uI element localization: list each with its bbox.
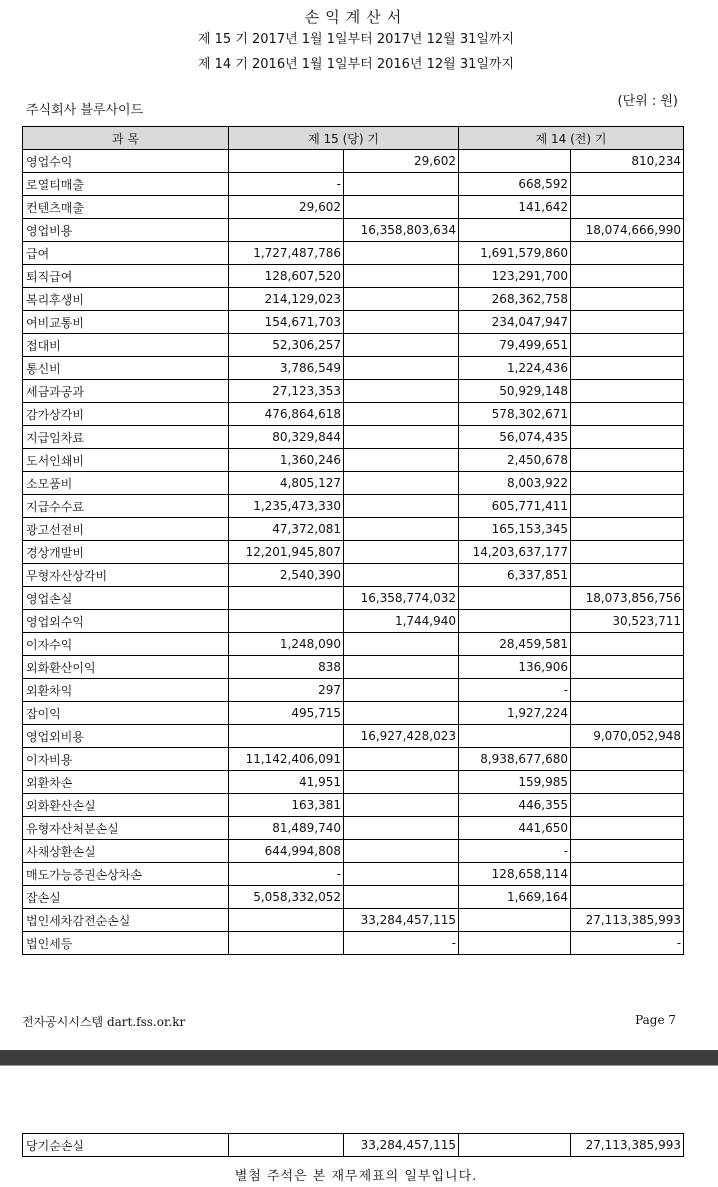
table-row <box>23 610 684 633</box>
current-total <box>344 495 459 518</box>
header-prior-period: 제 14 (전) 기 <box>459 127 684 150</box>
current-total <box>344 288 459 311</box>
prior-detail <box>459 610 571 633</box>
current-detail: 81,489,740 <box>229 817 344 840</box>
prior-detail: 441,650 <box>459 817 571 840</box>
prior-total <box>571 817 684 840</box>
current-total <box>344 265 459 288</box>
current-total: - <box>344 932 459 955</box>
current-total <box>344 794 459 817</box>
table-row <box>23 794 684 817</box>
prior-total <box>571 472 684 495</box>
row-name: 잡손실 <box>23 886 229 909</box>
prior-detail <box>459 725 571 748</box>
prior-detail: 2,450,678 <box>459 449 571 472</box>
current-detail: 297 <box>229 679 344 702</box>
prior-total: 30,523,711 <box>571 610 684 633</box>
current-total <box>344 518 459 541</box>
row-name: 영업외수익 <box>23 610 229 633</box>
current-detail <box>229 150 344 173</box>
current-detail: - <box>229 173 344 196</box>
prior-detail <box>459 909 571 932</box>
current-detail: 476,864,618 <box>229 403 344 426</box>
row-name: 통신비 <box>23 357 229 380</box>
prior-detail: 234,047,947 <box>459 311 571 334</box>
prior-detail <box>459 219 571 242</box>
row-name: 컨텐츠매출 <box>23 196 229 219</box>
current-total <box>344 863 459 886</box>
current-total <box>344 679 459 702</box>
table-row <box>23 771 684 794</box>
prior-total <box>571 748 684 771</box>
row-name: 무형자산상각비 <box>23 564 229 587</box>
current-total <box>344 380 459 403</box>
prior-total <box>571 656 684 679</box>
current-detail: - <box>229 863 344 886</box>
prior-total: 27,113,385,993 <box>571 1134 684 1157</box>
table-row <box>23 748 684 771</box>
current-total <box>344 426 459 449</box>
prior-total <box>571 541 684 564</box>
prior-total: 810,234 <box>571 150 684 173</box>
current-total: 33,284,457,115 <box>344 909 459 932</box>
prior-detail: 1,691,579,860 <box>459 242 571 265</box>
company-name: 주식회사 블루사이드 <box>26 103 144 118</box>
row-name: 로열티매출 <box>23 173 229 196</box>
row-name: 당기순손실 <box>23 1134 229 1157</box>
table-row <box>23 472 684 495</box>
current-total <box>344 817 459 840</box>
current-detail: 495,715 <box>229 702 344 725</box>
current-total: 1,744,940 <box>344 610 459 633</box>
current-detail: 52,306,257 <box>229 334 344 357</box>
current-detail: 27,123,353 <box>229 380 344 403</box>
table-row <box>23 656 684 679</box>
prior-detail: - <box>459 679 571 702</box>
current-total <box>344 403 459 426</box>
row-name: 법인세등 <box>23 932 229 955</box>
row-name: 법인세차감전순손실 <box>23 909 229 932</box>
current-total <box>344 633 459 656</box>
prior-detail: 50,929,148 <box>459 380 571 403</box>
table-row <box>23 679 684 702</box>
prior-total <box>571 242 684 265</box>
current-detail <box>229 587 344 610</box>
prior-total <box>571 426 684 449</box>
prior-total <box>571 886 684 909</box>
prior-detail: 1,927,224 <box>459 702 571 725</box>
prior-detail: - <box>459 840 571 863</box>
row-name: 이자비용 <box>23 748 229 771</box>
current-detail: 12,201,945,807 <box>229 541 344 564</box>
current-total <box>344 886 459 909</box>
row-name: 사채상환손실 <box>23 840 229 863</box>
prior-detail: 123,291,700 <box>459 265 571 288</box>
prior-total <box>571 840 684 863</box>
current-detail: 1,248,090 <box>229 633 344 656</box>
current-detail: 128,607,520 <box>229 265 344 288</box>
prior-total: 27,113,385,993 <box>571 909 684 932</box>
row-name: 이자수익 <box>23 633 229 656</box>
row-name: 광고선전비 <box>23 518 229 541</box>
current-detail: 1,727,487,786 <box>229 242 344 265</box>
prior-detail: 136,906 <box>459 656 571 679</box>
current-detail: 2,540,390 <box>229 564 344 587</box>
current-detail: 1,360,246 <box>229 449 344 472</box>
prior-detail: 79,499,651 <box>459 334 571 357</box>
prior-detail: 159,985 <box>459 771 571 794</box>
prior-detail: 165,153,345 <box>459 518 571 541</box>
prior-total <box>571 334 684 357</box>
current-total: 29,602 <box>344 150 459 173</box>
prior-total <box>571 403 684 426</box>
table-row <box>23 242 684 265</box>
row-name: 영업손실 <box>23 587 229 610</box>
current-total <box>344 173 459 196</box>
table-row <box>23 219 684 242</box>
prior-total <box>571 311 684 334</box>
current-detail: 644,994,808 <box>229 840 344 863</box>
prior-total <box>571 679 684 702</box>
prior-total: 9,070,052,948 <box>571 725 684 748</box>
prior-total <box>571 794 684 817</box>
prior-detail: 56,074,435 <box>459 426 571 449</box>
prior-detail <box>459 150 571 173</box>
table-row <box>23 403 684 426</box>
prior-total <box>571 518 684 541</box>
current-total <box>344 702 459 725</box>
table-row <box>23 863 684 886</box>
current-total <box>344 334 459 357</box>
current-detail <box>229 725 344 748</box>
current-detail: 4,805,127 <box>229 472 344 495</box>
row-name: 외환차손 <box>23 771 229 794</box>
prior-total <box>571 357 684 380</box>
prior-detail: 268,362,758 <box>459 288 571 311</box>
row-name: 세금과공과 <box>23 380 229 403</box>
table-row <box>23 564 684 587</box>
table-row <box>23 518 684 541</box>
row-name: 여비교통비 <box>23 311 229 334</box>
table-row <box>23 150 684 173</box>
notes-statement: 별첨 주석은 본 재무제표의 일부입니다. <box>234 1169 478 1184</box>
current-total: 33,284,457,115 <box>344 1134 459 1157</box>
current-total <box>344 472 459 495</box>
row-name: 영업비용 <box>23 219 229 242</box>
row-name: 외환차익 <box>23 679 229 702</box>
table-row <box>23 196 684 219</box>
current-total <box>344 564 459 587</box>
prior-total <box>571 265 684 288</box>
prior-total: 18,074,666,990 <box>571 219 684 242</box>
current-total <box>344 748 459 771</box>
current-total <box>344 196 459 219</box>
current-total <box>344 771 459 794</box>
row-name: 지급임차료 <box>23 426 229 449</box>
table-row <box>23 334 684 357</box>
prior-detail: 1,669,164 <box>459 886 571 909</box>
row-name: 외화환산이익 <box>23 656 229 679</box>
current-detail: 1,235,473,330 <box>229 495 344 518</box>
current-total <box>344 840 459 863</box>
prior-detail <box>459 587 571 610</box>
row-name: 접대비 <box>23 334 229 357</box>
prior-total <box>571 863 684 886</box>
row-name: 도서인쇄비 <box>23 449 229 472</box>
current-total <box>344 541 459 564</box>
table-row <box>23 380 684 403</box>
current-detail: 47,372,081 <box>229 518 344 541</box>
prior-detail <box>459 932 571 955</box>
row-name: 유형자산처분손실 <box>23 817 229 840</box>
table-row <box>23 1134 684 1157</box>
row-name: 복리후생비 <box>23 288 229 311</box>
income-statement-table <box>22 126 684 955</box>
prior-detail <box>459 1134 571 1157</box>
table-row <box>23 541 684 564</box>
prior-total: 18,073,856,756 <box>571 587 684 610</box>
row-name: 소모품비 <box>23 472 229 495</box>
prior-detail: 668,592 <box>459 173 571 196</box>
prior-detail: 605,771,411 <box>459 495 571 518</box>
prior-detail: 6,337,851 <box>459 564 571 587</box>
prior-total <box>571 495 684 518</box>
prior-total <box>571 173 684 196</box>
prior-detail: 28,459,581 <box>459 633 571 656</box>
table-row <box>23 288 684 311</box>
prior-total <box>571 288 684 311</box>
table-row <box>23 495 684 518</box>
table-row <box>23 633 684 656</box>
current-total: 16,358,803,634 <box>344 219 459 242</box>
prior-total <box>571 380 684 403</box>
statement-title: 손익계산서 <box>304 8 408 26</box>
table-row <box>23 932 684 955</box>
current-detail: 154,671,703 <box>229 311 344 334</box>
row-name: 퇴직급여 <box>23 265 229 288</box>
prior-total: - <box>571 932 684 955</box>
current-total <box>344 242 459 265</box>
current-detail: 80,329,844 <box>229 426 344 449</box>
row-name: 영업수익 <box>23 150 229 173</box>
prior-detail: 128,658,114 <box>459 863 571 886</box>
current-detail: 838 <box>229 656 344 679</box>
prior-detail: 8,003,922 <box>459 472 571 495</box>
current-detail: 163,381 <box>229 794 344 817</box>
current-detail <box>229 909 344 932</box>
row-name: 잡이익 <box>23 702 229 725</box>
row-name: 경상개발비 <box>23 541 229 564</box>
table-row <box>23 357 684 380</box>
unit-label: (단위 : 원) <box>617 94 678 109</box>
table-row <box>23 840 684 863</box>
page-break-divider <box>0 1065 718 1066</box>
current-total <box>344 357 459 380</box>
row-name: 감가상각비 <box>23 403 229 426</box>
current-total: 16,927,428,023 <box>344 725 459 748</box>
header-current-period: 제 15 (당) 기 <box>229 127 459 150</box>
current-detail: 29,602 <box>229 196 344 219</box>
prior-detail: 14,203,637,177 <box>459 541 571 564</box>
table-row <box>23 173 684 196</box>
table-row <box>23 702 684 725</box>
current-detail: 41,951 <box>229 771 344 794</box>
row-name: 영업외비용 <box>23 725 229 748</box>
prior-total <box>571 771 684 794</box>
net-loss-table <box>22 1133 684 1157</box>
table-row <box>23 886 684 909</box>
prior-total <box>571 564 684 587</box>
header-subject: 과 목 <box>23 127 229 150</box>
row-name: 외화환산손실 <box>23 794 229 817</box>
table-header-row <box>23 127 684 150</box>
table-row <box>23 426 684 449</box>
page-break-bar <box>0 1050 718 1065</box>
prior-detail: 446,355 <box>459 794 571 817</box>
row-name: 지급수수료 <box>23 495 229 518</box>
table-row <box>23 725 684 748</box>
current-total <box>344 656 459 679</box>
prior-total <box>571 449 684 472</box>
prior-detail: 141,642 <box>459 196 571 219</box>
prior-total <box>571 702 684 725</box>
current-total <box>344 311 459 334</box>
table-row <box>23 449 684 472</box>
table-body <box>23 150 684 955</box>
table-row <box>23 909 684 932</box>
footer-page-number: Page 7 <box>635 1013 676 1027</box>
prior-total <box>571 196 684 219</box>
current-total: 16,358,774,032 <box>344 587 459 610</box>
footer-system: 전자공시시스템 dart.fss.or.kr <box>22 1015 186 1029</box>
current-detail: 5,058,332,052 <box>229 886 344 909</box>
period-prior: 제 14 기 2016년 1월 1일부터 2016년 12월 31일까지 <box>197 57 515 72</box>
current-detail: 3,786,549 <box>229 357 344 380</box>
table-row <box>23 587 684 610</box>
current-detail <box>229 219 344 242</box>
prior-detail: 8,938,677,680 <box>459 748 571 771</box>
current-detail: 214,129,023 <box>229 288 344 311</box>
table-row <box>23 817 684 840</box>
prior-detail: 1,224,436 <box>459 357 571 380</box>
table-row <box>23 265 684 288</box>
prior-total <box>571 633 684 656</box>
current-detail <box>229 932 344 955</box>
row-name: 급여 <box>23 242 229 265</box>
current-detail <box>229 610 344 633</box>
row-name: 매도가능증권손상차손 <box>23 863 229 886</box>
period-current: 제 15 기 2017년 1월 1일부터 2017년 12월 31일까지 <box>197 32 515 47</box>
table-row <box>23 311 684 334</box>
current-total <box>344 449 459 472</box>
prior-detail: 578,302,671 <box>459 403 571 426</box>
current-detail <box>229 1134 344 1157</box>
current-detail: 11,142,406,091 <box>229 748 344 771</box>
